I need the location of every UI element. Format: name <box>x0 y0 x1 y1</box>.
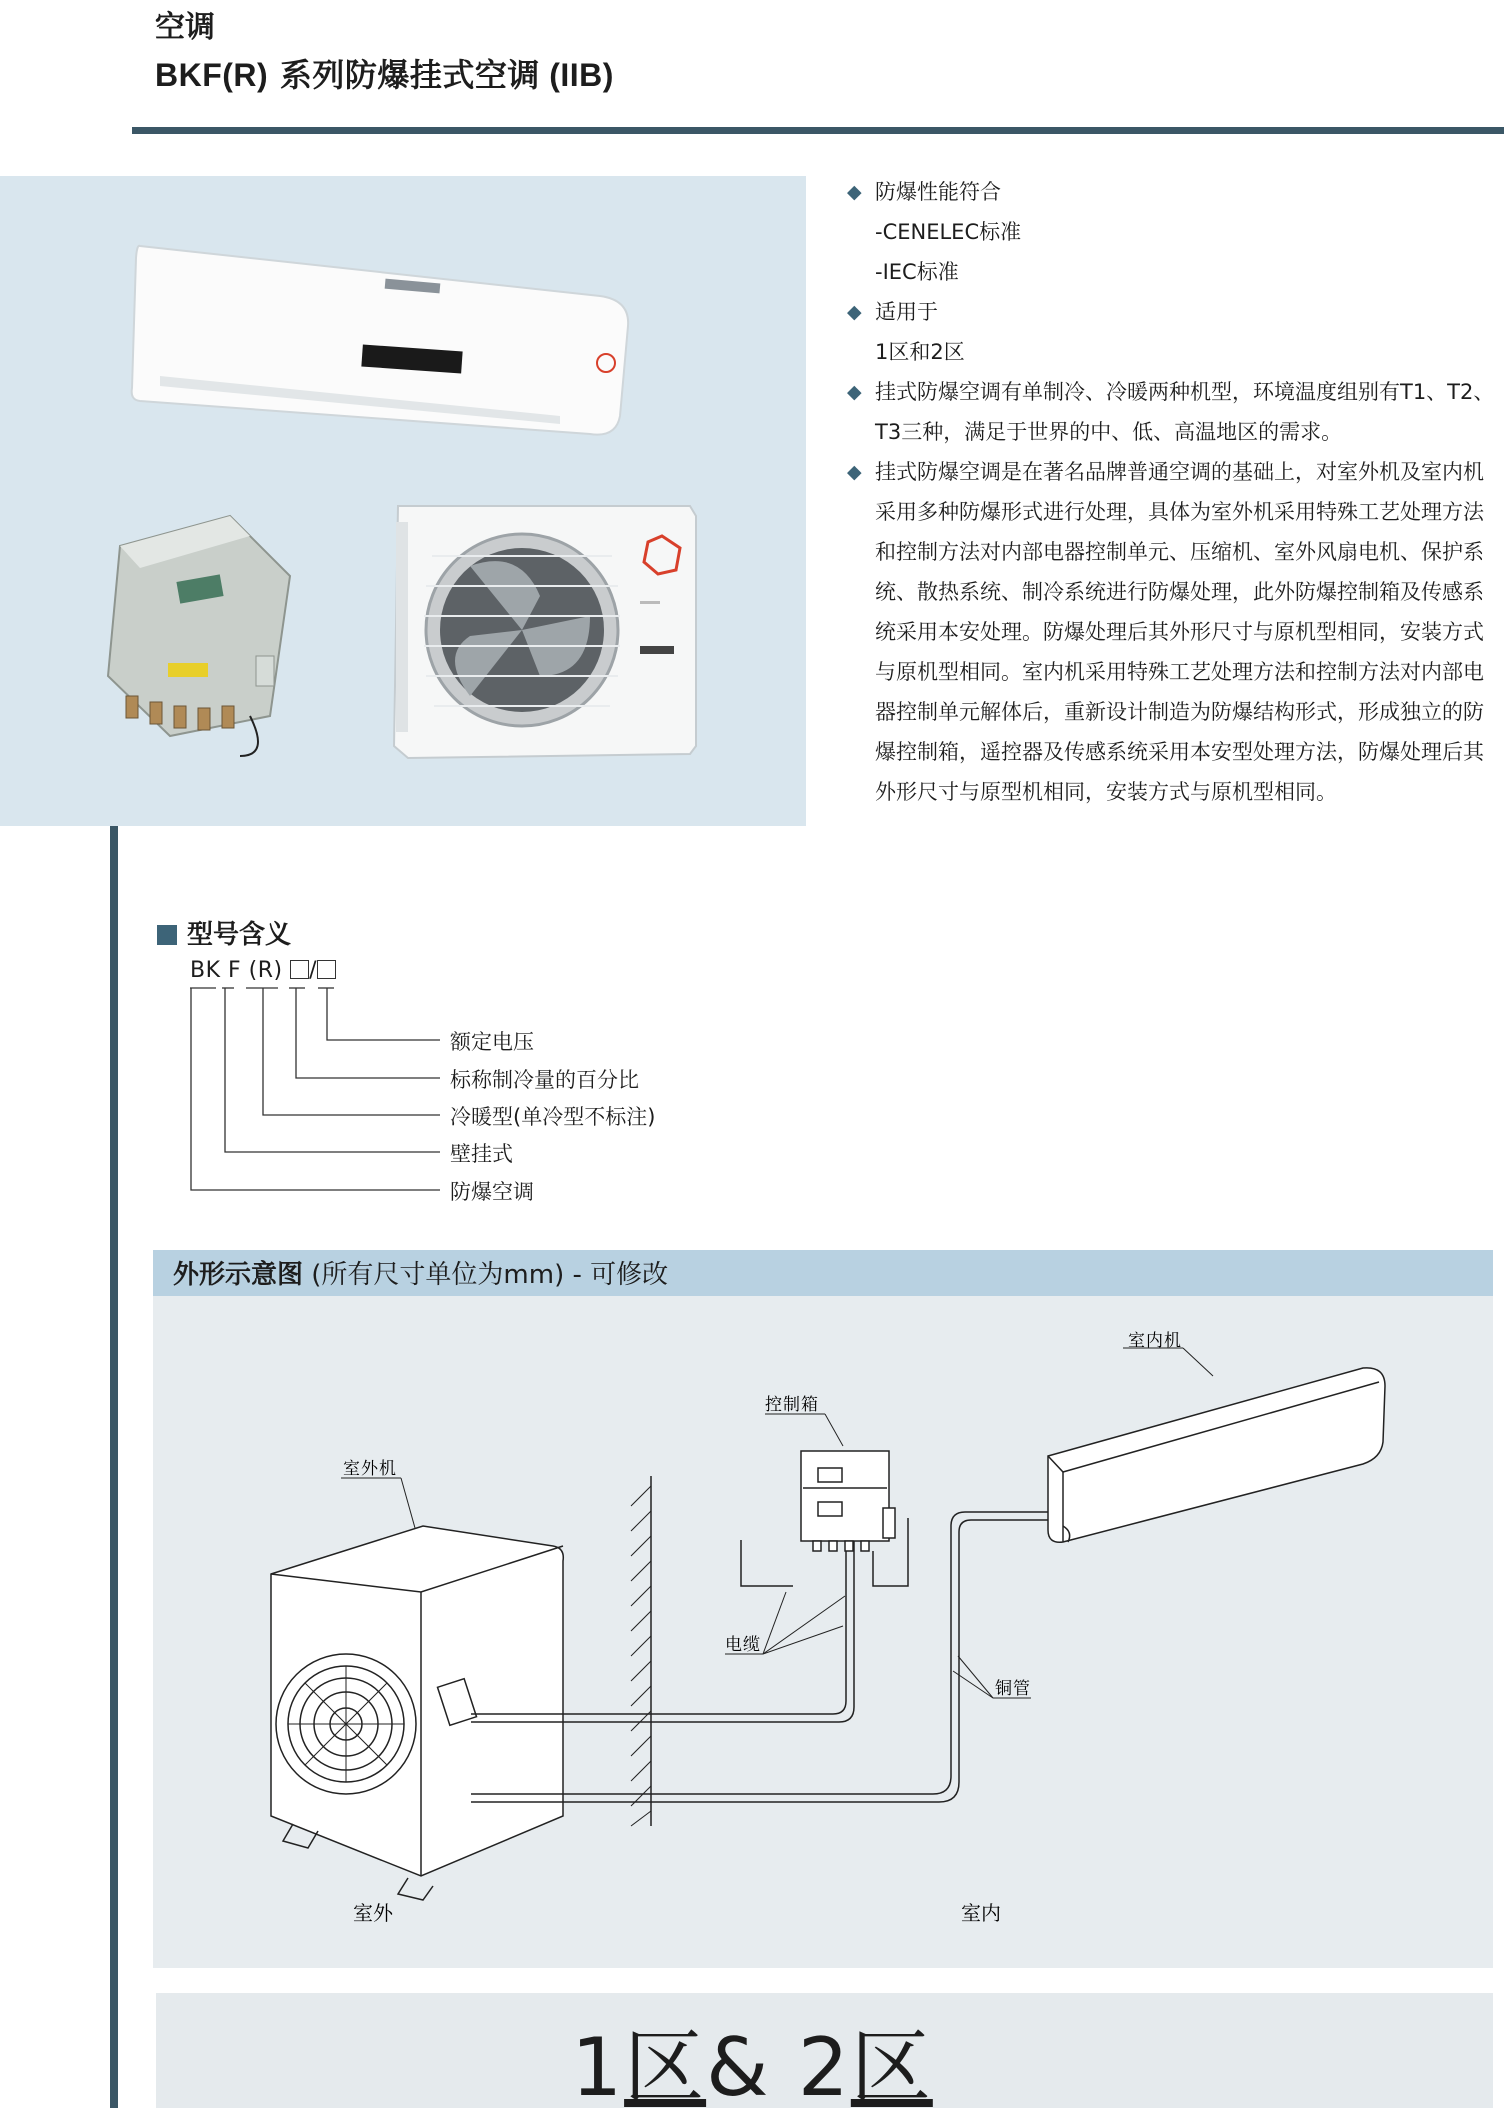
page-category: 空调 <box>155 10 215 45</box>
model-label-voltage: 额定电压 <box>450 1030 534 1054</box>
outline-diagram-panel <box>153 1296 1493 1968</box>
label-outdoor-unit: 室外机 <box>343 1459 397 1479</box>
title-tag: (IIB) <box>539 57 614 93</box>
feature-sub: 1区和2区 <box>875 340 965 364</box>
feature-item <box>845 172 1500 292</box>
zone-text-2: & 2 <box>706 2021 851 2114</box>
zone-text-qu-2: 区 <box>850 2021 933 2114</box>
outline-title-rest: (所有尺寸单位为mm) - 可修改 <box>303 1260 669 1290</box>
model-code-leader-lines <box>150 984 450 1194</box>
model-label-capacity: 标称制冷量的百分比 <box>450 1068 639 1092</box>
model-code-sep: / <box>309 958 318 983</box>
feature-text: 适用于 <box>875 300 938 324</box>
control-box-photo <box>108 516 290 756</box>
diamond-bullet-icon: ◆ <box>847 461 862 483</box>
header-divider <box>132 127 1504 134</box>
label-control-box: 控制箱 <box>765 1395 819 1415</box>
feature-sub: -CENELEC标准 <box>875 220 1022 244</box>
feature-text: 防爆性能符合 <box>875 180 1001 204</box>
feature-text: 挂式防爆空调是在著名品牌普通空调的基础上，对室外机及室内机采用多种防爆形式进行处理，具体为室外机采用特殊工艺处理方法和控制方法对内部电器控制单元、压缩机、室外风扇电机、保护系统、散热系统、制冷系统进行防爆处理，此外防爆控制箱及传感系统采用本安处理。防爆处理后其外形尺寸与原机型相同，安装方式与原机型相同。室内机采用特殊工艺处理方法和控制方法对内部电器控制单元解体后，重新设计制造为防爆结构形式，形成独立的防爆控制箱，遥控器及传感系统采用本安型处理方法，防爆处理后其外形尺寸与原型机相同，安装方式与原机型相同。 <box>875 460 1484 804</box>
square-bullet-icon <box>157 925 177 945</box>
model-label-heating: 冷暖型(单冷型不标注) <box>450 1105 656 1129</box>
product-photos <box>0 176 806 826</box>
feature-item <box>845 452 1500 812</box>
feature-item <box>845 292 1500 372</box>
diamond-bullet-icon: ◆ <box>847 181 862 203</box>
model-code-prefix: BK F (R) <box>190 958 291 983</box>
outline-title <box>173 1254 668 1291</box>
model-meaning-title <box>157 914 291 951</box>
diamond-bullet-icon: ◆ <box>847 301 862 323</box>
zone-banner-text <box>0 2003 1504 2118</box>
installation-diagram <box>153 1296 1493 1968</box>
feature-list <box>845 172 1500 812</box>
title-model: BKF(R) <box>155 57 269 93</box>
title-main: 系列防爆挂式空调 <box>268 56 540 94</box>
model-label-wall-mounted: 壁挂式 <box>450 1142 513 1166</box>
label-outdoor: 室外 <box>353 1901 393 1925</box>
model-code-box-icon <box>290 960 309 979</box>
zone-text-qu-1: 区 <box>624 2021 707 2114</box>
label-indoor: 室内 <box>961 1901 1001 1925</box>
label-cable: 电缆 <box>725 1635 761 1655</box>
feature-sub: -IEC标准 <box>875 260 959 284</box>
zone-text-1: 1 <box>571 2021 625 2114</box>
feature-item <box>845 372 1500 452</box>
model-code <box>190 958 336 983</box>
page-title <box>155 50 614 96</box>
label-copper-pipe: 铜管 <box>995 1679 1031 1699</box>
model-meaning-title-text: 型号含义 <box>187 920 292 950</box>
left-accent-bar <box>110 822 118 2108</box>
product-photo-panel <box>0 176 806 826</box>
model-code-box-icon <box>317 960 336 979</box>
diamond-bullet-icon: ◆ <box>847 381 862 403</box>
label-indoor-unit: 室内机 <box>1128 1331 1182 1351</box>
feature-text: 挂式防爆空调有单制冷、冷暖两种机型，环境温度组别有T1、T2、T3三种，满足于世界的中、低、高温地区的需求。 <box>875 380 1495 444</box>
outline-title-bold: 外形示意图 <box>173 1260 304 1290</box>
model-label-explosion-proof: 防爆空调 <box>450 1180 534 1204</box>
outdoor-unit-photo <box>394 506 696 758</box>
indoor-unit-photo <box>132 246 628 435</box>
